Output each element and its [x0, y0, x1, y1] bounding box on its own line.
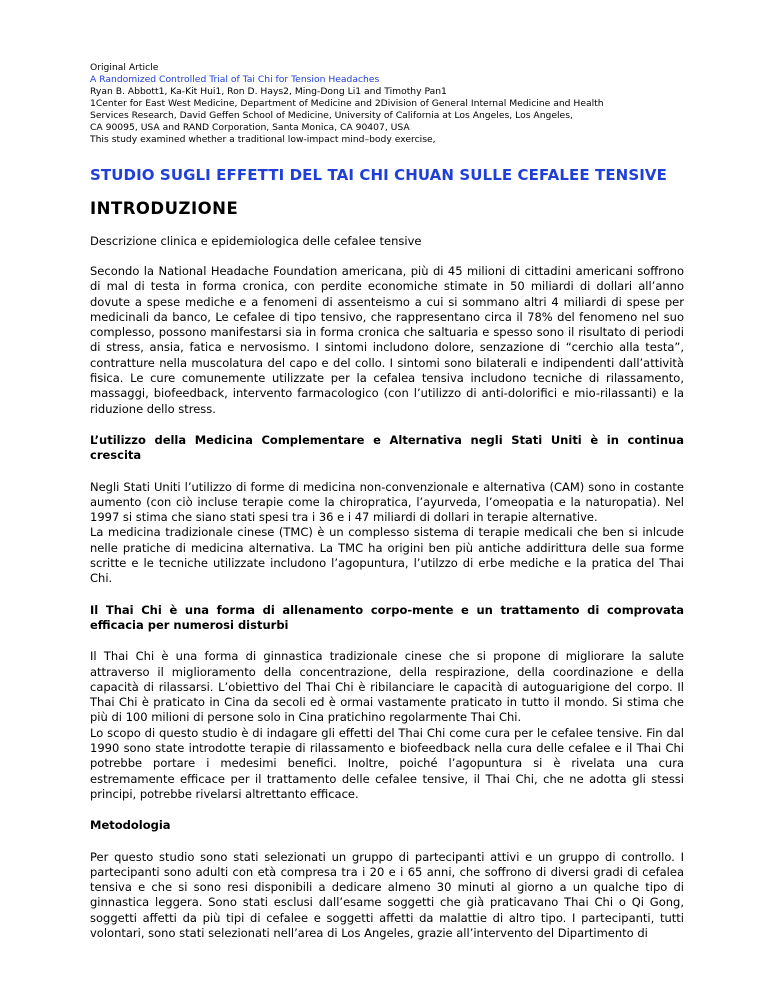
cam-paragraph-1: Negli Stati Uniti l’utilizzo di forme di medicina non-convenzionale e alternativa (CAM) sono in costante aumento (con ciò incluse terapie come la chiropratica, l’ayurveda, l’omeopatia e la naturopatia). Nel 1997 si stima che siano stati spesi tra i 36 e i 47 miliardi di dollari in terapie alternative.: [90, 479, 684, 525]
article-authors: Ryan B. Abbott1, Ka-Kit Hui1, Ron D. Hays2, Ming-Dong Li1 and Timothy Pan1: [90, 86, 447, 97]
article-title-link[interactable]: A Randomized Controlled Trial of Tai Chi for Tension Headaches: [90, 74, 380, 85]
article-abstract-start: This study examined whether a traditional low-impact mind–body exercise,: [90, 134, 436, 145]
method-paragraph: Per questo studio sono stati selezionati un gruppo di partecipanti attivi e un gruppo di controllo. I partecipanti sono adulti con età compresa tra i 20 e i 65 anni, che soffrono di diversi gradi di cefalea tensiva e che si sono resi disponibili a dedicare almeno 30 minuti al giorno a un qualche tipo di ginnastica leggera. Sono stati esclusi dall’esame soggetti che già praticavano Thai Chi o Qi Gong, soggetti affetti da più tipi di cefalee e soggetti affetti da malattie di altro tipo. I partecipanti, tutti volontari, sono stati selezionati nell’area di Los Angeles, grazie all’intervento del Dipartimento di: [90, 849, 684, 940]
intro-subtitle: Descrizione clinica e epidemiologica delle cefalee tensive: [90, 234, 422, 248]
document-title: STUDIO SUGLI EFFETTI DEL TAI CHI CHUAN SULLE CEFALEE TENSIVE: [90, 166, 667, 184]
article-type: Original Article: [90, 62, 159, 73]
cam-paragraph-2: La medicina tradizionale cinese (TMC) è un complesso sistema di terapie medicali che ben si inlcude nelle pratiche di medicina alternativa. La TMC ha origini ben più antiche addirittura delle sua forme scritte e le tecniche utilizzate includono l’agopuntura, l’utilzzo di erbe mediche e la pratica del Thai Chi.: [90, 525, 684, 586]
article-affiliation-1: 1Center for East West Medicine, Department of Medicine and 2Division of General Internal Medicine and Health: [90, 98, 604, 109]
article-affiliation-2: Services Research, David Geffen School of Medicine, University of California at Los Angeles, Los Angeles,: [90, 110, 573, 121]
thai-chi-heading: Il Thai Chi è una forma di allenamento corpo-mente e un trattamento di comprovata efficacia per numerosi disturbi: [90, 602, 684, 632]
cam-heading: L’utilizzo della Medicina Complementare e Alternativa negli Stati Uniti è in continua crescita: [90, 432, 684, 463]
thai-chi-paragraph-1: Il Thai Chi è una forma di ginnastica tradizionale cinese che si propone di migliorare la salute attraverso il miglioramento della concentrazione, della respirazione, della coordinazione e della capacità di rilassarsi. L’obiettivo del Thai Chi è ribilanciare le capacità di autoguarigione del corpo. Il Thai Chi è praticato in Cina da secoli ed è ormai vastamente praticato in tutto il mondo. Si stima che più di 100 milioni di persone solo in Cina pratichino regolarmente Thai Chi.: [90, 649, 684, 725]
intro-heading: INTRODUZIONE: [90, 199, 239, 218]
thai-chi-paragraph-2: Lo scopo di questo studio è di indagare gli effetti del Thai Chi come cura per le cefalee tensive. Fin dal 1990 sono state introdotte terapie di rilassamento e biofeedback nella cura delle cefalee e il Thai Chi potrebbe portare i medesimi benefici. Inoltre, poiché l’agopuntura si è rivelata una cura estremamente efficace per il trattamento delle cefalee tensive, il Thai Chi, che ne adotta gli stessi principi, potrebbe rivelarsi altrettanto efficace.: [90, 725, 684, 801]
article-affiliation-3: CA 90095, USA and RAND Corporation, Santa Monica, CA 90407, USA: [90, 122, 410, 133]
article-header: [90, 62, 684, 146]
intro-paragraph: Secondo la National Headache Foundation americana, più di 45 milioni di cittadini americani soffrono di mal di testa in forma cronica, con perdite economiche stimate in 50 miliardi di dollari all’anno dovute a spese mediche e a fenomeni di assenteismo a cui si sommano altri 4 miliardi di spese per medicinali da banco, Le cefalee di tipo tensivo, che rappresentano circa il 78% del fenomeno nel suo complesso, possono manifestarsi sia in forma cronica che saltuaria e spesso sono il risultato di periodi di stress, ansia, fatica e nervosismo. I sintomi includono dolore, senzazione di “cerchio alla testa”, contratture nella muscolatura del capo e del collo. I sintomi sono bilaterali e indipendenti dall’attività fisica. Le cure comunemente utilizzate per la cefalea tensiva includono tecniche di rilassamento, massaggi, biofeedback, intervento farmacologico (con l’utilizzo di anti-dolorifici e mio-rilassanti) e la riduzione dello stress.: [90, 264, 684, 416]
method-heading: Metodologia: [90, 818, 171, 833]
document-page: [90, 62, 684, 941]
